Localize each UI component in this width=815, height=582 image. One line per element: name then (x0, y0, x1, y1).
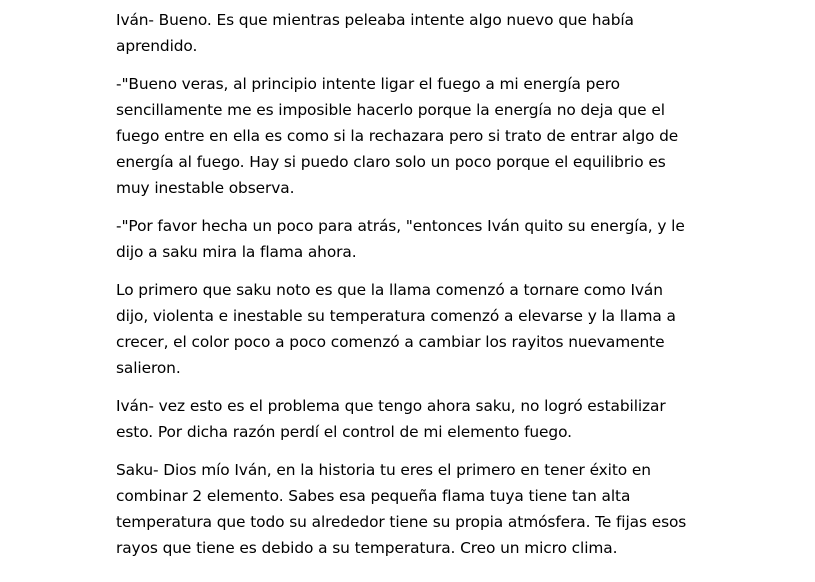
paragraph-3 (116, 213, 706, 265)
paragraph-5 (116, 393, 706, 445)
text-line: rayos que tiene es debido a su temperatura. Creo un micro clima. (116, 539, 618, 557)
text-line: crecer, el color poco a poco comenzó a cambiar los rayitos nuevamente (116, 333, 665, 351)
document-body (116, 7, 706, 573)
text-line: fuego entre en ella es como si la rechazara pero si trato de entrar algo de (116, 127, 679, 145)
text-line: temperatura que todo su alrededor tiene su propia atmósfera. Te fijas esos (116, 513, 687, 531)
text-line: -"Bueno veras, al principio intente ligar el fuego a mi energía pero (116, 75, 620, 93)
text-line: sencillamente me es imposible hacerlo porque la energía no deja que el (116, 101, 665, 119)
text-line: Iván- Bueno. Es que mientras peleaba intente algo nuevo que había (116, 11, 634, 29)
paragraph-4 (116, 277, 706, 381)
text-line: dijo, violenta e inestable su temperatura comenzó a elevarse y la llama a (116, 307, 676, 325)
text-line: Lo primero que saku noto es que la llama comenzó a tornare como Iván (116, 281, 663, 299)
text-line: esto. Por dicha razón perdí el control de mi elemento fuego. (116, 423, 572, 441)
text-line: salieron. (116, 359, 181, 377)
text-line: aprendido. (116, 37, 198, 55)
text-line: energía al fuego. Hay si puedo claro solo un poco porque el equilibrio es (116, 153, 666, 171)
paragraph-1 (116, 7, 706, 59)
text-line: combinar 2 elemento. Sabes esa pequeña flama tuya tiene tan alta (116, 487, 631, 505)
text-line: Iván- vez esto es el problema que tengo ahora saku, no logró estabilizar (116, 397, 666, 415)
text-line: Saku- Dios mío Iván, en la historia tu eres el primero en tener éxito en (116, 461, 651, 479)
paragraph-2 (116, 71, 706, 201)
text-line: -"Por favor hecha un poco para atrás, "entonces Iván quito su energía, y le (116, 217, 685, 235)
paragraph-6 (116, 457, 706, 561)
text-line: dijo a saku mira la flama ahora. (116, 243, 357, 261)
text-line: muy inestable observa. (116, 179, 295, 197)
